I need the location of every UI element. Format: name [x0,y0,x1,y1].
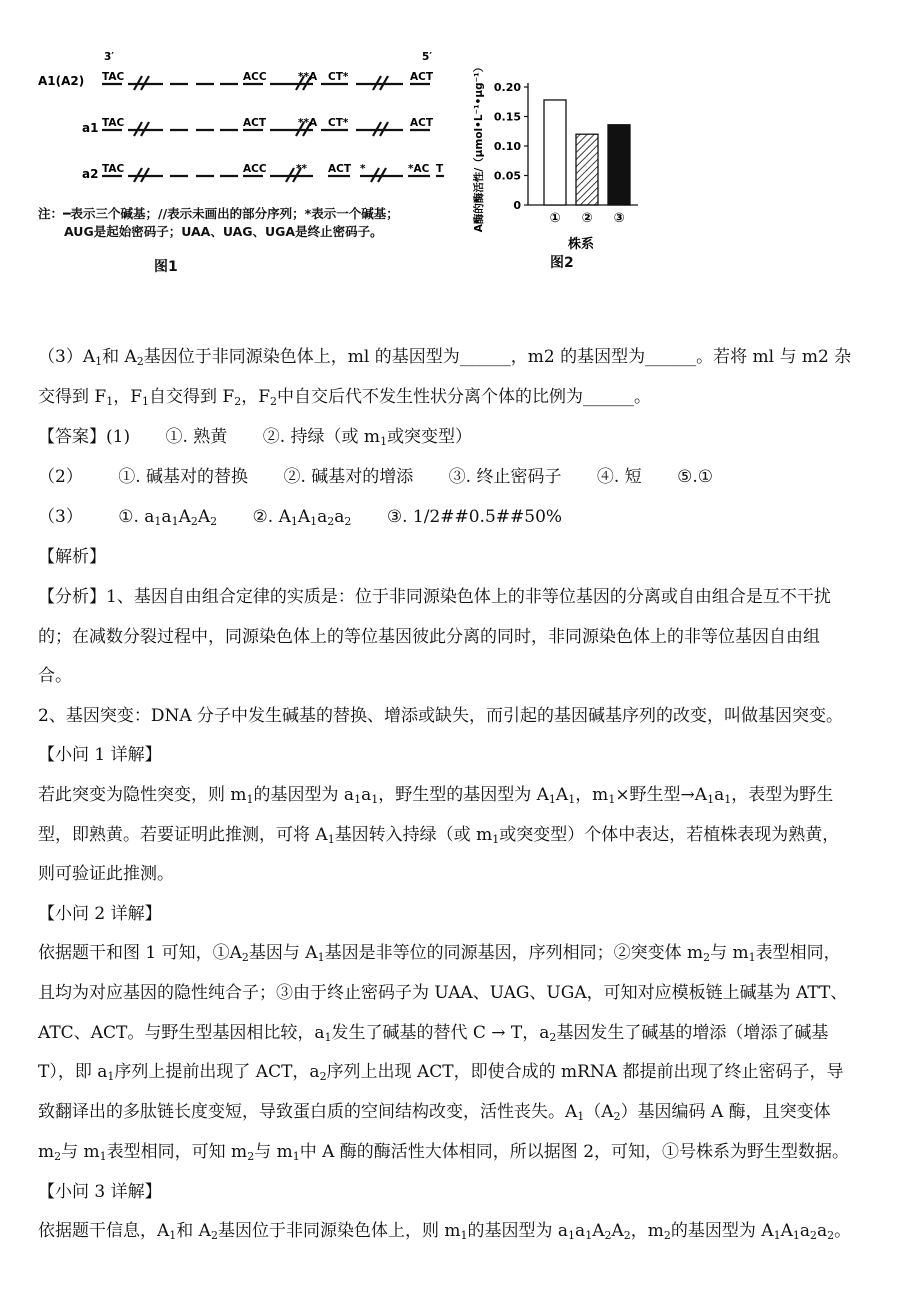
seq-r3-5: * [360,163,366,175]
seq-r3-2: ACC [243,163,267,175]
chart-x-axis-label: 株系 [567,237,595,252]
bar-chart [468,55,658,255]
q3-l2-a: 交得到 F [38,387,107,407]
question-3-line-2: 交得到 $F_1$，$F_1$自交得到 $F_2$，$F_2$中自交后代不发生性状分离个体的比例为______。 [38,387,651,408]
figure-1-note-line-2: AUG是起始密码子；UAA、UAG、UGA是终止密码子。 [64,224,383,239]
figure-2-caption: 图2 [550,255,574,271]
q3-text-c: 基因位于非同源染色体上，ml 的基因型为______，m2 的基因型为______。若将 ml 与 m2 杂 [143,347,852,367]
y-tick-label-4: 0.20 [493,81,521,94]
answer-row-3-prefix: （3） [38,507,83,527]
sub1-line-2: 型，即熟黄。若要证明此推测，可将 $A_1$基因转入持绿（或 $m_1$或突变型）个体中表达，若植株表现为熟黄， [38,825,840,846]
y-tick-label-0: 0 [513,199,521,212]
x-category-label-1: ① [549,211,561,226]
fenxi-line-1: 【分析】1、基因自由组合定律的实质是：位于非同源染色体上的非等位基因的分离或自由组合是互不干扰 [38,587,831,607]
analysis-title: 【解析】 [38,547,106,567]
answer-2-item-4: ④. 短 [596,467,642,487]
question-3-line-1: $(3)A_1$和 $A_2$基因位于非同源染色体上，ml 的基因型为______，m2 的基因型为______。若将 ml 与 m2 杂 [38,347,852,368]
sub2-line-1: 依据题干和图 1 可知，$①A_2$基因与 $A_1$基因是非等位的同源基因，序列相同；②突变体 $m_2$与 $m_1$表型相同， [38,943,841,964]
row-label-a1: a1 [82,121,99,135]
sub3-title: 【小问 3 详解】 [38,1182,162,1202]
x-category-label-2: ② [581,211,593,226]
sub2-line-3: ATC、ACT。与野生型基因相比较，$a_1$发生了碱基的替代 C → T，$a_2$基因发生了碱基的增添（增添了碱基 [38,1023,829,1044]
bar-2 [576,134,598,205]
seq-r3-4: ACT [328,163,351,175]
answer-row-1: 【答案】(1) ①. 熟黄 ②. 持绿（或 $m_1$或突变型） [38,427,473,448]
sub3-line-1: 依据题干信息，$A_1$和 $A_2$基因位于非同源染色体上，则 $m_1$的基因型为 $a_1a_1A_2A_2$，$m_2$的基因型为 $A_1A_1a_2a_2$。 [38,1221,852,1242]
strand-5-prime-label: 5′ [422,51,433,63]
seq-r2-4: CT* [328,117,349,129]
answer-2-item-1: ①. 碱基对的替换 [118,467,249,487]
sub1-title: 【小问 1 详解】 [38,745,162,765]
x-category-label-3: ③ [613,211,625,226]
row-label-A1A2: A1(A2) [38,74,85,88]
chart-y-axis-label: A酶的酶活性/（μmol•L⁻¹•μg⁻¹） [473,61,485,233]
bar-3 [608,125,630,205]
seq-r3-7: T [436,163,444,175]
sub2-line-6: $m_2$与 $m_1$表型相同，可知 $m_2$与 $m_1$中 A 酶的酶活性大体相同，所以据图 2，可知，①号株系为野生型数据。 [38,1142,850,1163]
answer-row-2 [38,464,713,490]
seq-r1-1: TAC [102,71,125,83]
fenxi-line-3: 合。 [38,666,72,686]
figure-2 [468,55,658,275]
seq-r1-3: **A [298,71,318,83]
strand-3-prime-label: 3′ [104,51,115,63]
fenxi-line-4: 2、基因突变：DNA 分子中发生碱基的替换、增添或缺失，而引起的基因碱基序列的改变，叫做基因突变。 [38,706,843,726]
answer-1-item-2: ②. 持绿（或 m [262,427,381,447]
q3-text-a: （3）A [38,347,96,367]
y-tick-label-2: 0.10 [493,140,521,153]
answer-2-item-2: ②. 碱基对的增添 [283,467,414,487]
q3-l2-c: 自交得到 F [149,387,235,407]
answer-3-item-2: ②. A [252,507,291,527]
seq-r1-2: ACC [243,71,267,83]
y-tick-label-1: 0.05 [493,169,521,183]
q3-l2-e: 中自交后代不发生性状分离个体的比例为______。 [277,387,651,407]
seq-r3-1: TAC [102,163,125,175]
fenxi-line-2: 的；在减数分裂过程中，同源染色体上的等位基因彼此分离的同时，非同源染色体上的非等位基因自由组 [38,627,820,647]
answer-2-item-5: ⑤.① [677,467,713,487]
answer-3-item-1: ①. a [118,507,155,527]
seq-row-2 [102,122,430,136]
answer-2-item-3: ③. 终止密码子 [448,467,562,487]
seq-r3-6: *AC [408,163,430,175]
sub2-title: 【小问 2 详解】 [38,904,162,924]
sub2-line-2: 且均为对应基因的隐性纯合子；③由于终止密码子为 UAA、UAG、UGA，可知对应模板链上碱基为 ATT、 [38,983,848,1003]
sub2-line-4: T），即 $a_1$序列上提前出现了 ACT，$a_2$序列上出现 ACT，即使合成的 mRNA 都提前出现了终止密码子，导 [38,1062,844,1083]
answer-row-3: （3） ①. $a_1a_1A_2A_2$ ②. $A_1A_1a_2a_2$ ③. 1/2##0.5##50% [38,507,563,528]
q3-text-b: 和 A [102,347,137,367]
answer-1-item-2-end: 或突变型） [387,427,473,447]
y-tick-label-3: 0.15 [493,110,521,124]
seq-r3-3: ** [296,163,307,175]
row-label-a2: a2 [82,167,99,181]
sub1-line-3: 则可验证此推测。 [38,864,174,884]
seq-r1-4: CT* [328,71,349,83]
sub1-line-1: 若此突变为隐性突变，则 $m_1$的基因型为 $a_1a_1$，野生型的基因型为 $A_1A_1$，$m_1\times$野生型$\to A_1a_1$，表型为野生 [38,785,834,806]
seq-r2-3: **A [298,117,318,129]
seq-r2-2: ACT [243,117,266,129]
q3-l2-b: ，F [113,387,142,407]
q3-l2-d: ，F [241,387,270,407]
figure-1 [38,48,468,283]
seq-r2-1: TAC [102,117,125,129]
seq-r1-5: ACT [410,71,433,83]
figure-1-caption: 图1 [154,259,178,275]
seq-r2-5: ACT [410,117,433,129]
figure-1-note-line-1: 注：━表示三个碱基；//表示未画出的部分序列；*表示一个碱基； [38,206,399,221]
answer-row-1-prefix: 【答案】(1) [38,427,131,447]
sub2-line-5: 致翻译出的多肽链长度变短，导致蛋白质的空间结构改变，活性丧失。$A_1(A_2)$基因编码 A 酶，且突变体 [38,1102,831,1123]
answer-3-item-3: ③. 1/2##0.5##50% [386,507,563,527]
seq-row-3 [102,168,444,182]
bar-1 [544,100,566,205]
answer-1-item-1: ①. 熟黄 [165,427,228,447]
answer-row-2-prefix: （2） [38,467,83,487]
